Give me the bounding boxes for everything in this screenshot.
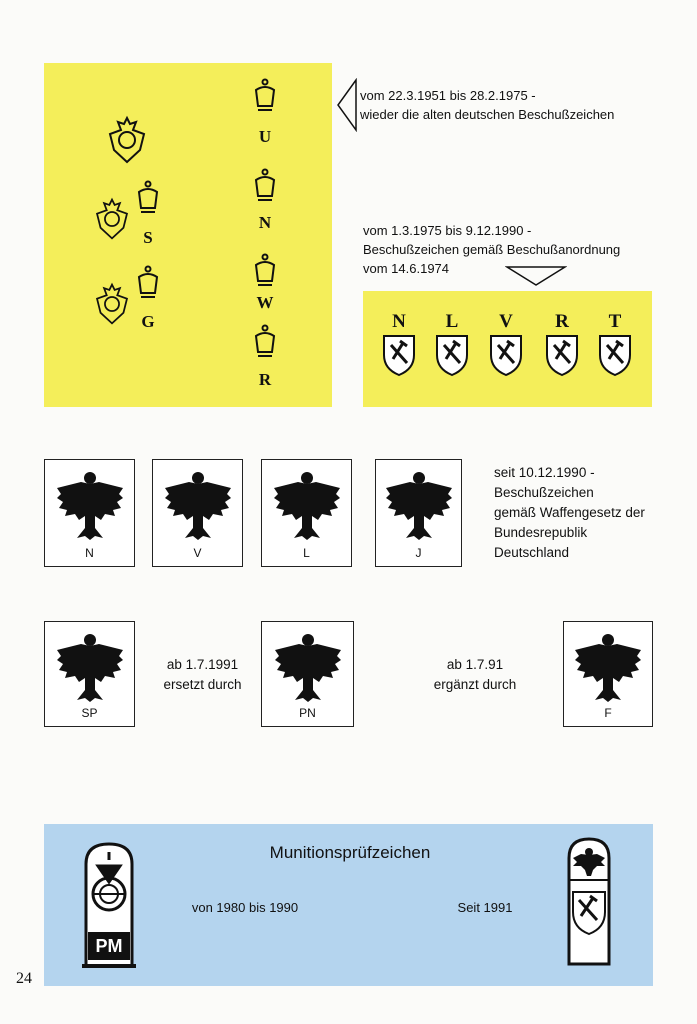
proof-mark-label: L [303, 546, 310, 560]
ammo-title: Munitionsprüfzeichen [269, 843, 431, 862]
ammo-right-period: Seit 1991 [457, 900, 513, 915]
shield-hammer-icon [381, 333, 417, 377]
federal-eagle-icon [272, 468, 342, 542]
proof-mark-label: V [193, 546, 202, 560]
pointer-arrow-icon [336, 78, 358, 132]
shield-hammer-icon [434, 333, 470, 377]
eagle-crown-mark-icon [102, 112, 152, 168]
eagle-mark-icon [90, 193, 134, 245]
mark-letter: V [499, 311, 513, 332]
replace-caption: ab 1.7.1991 ersetzt durch [163, 657, 242, 692]
proof-mark-box [261, 459, 352, 567]
mark-letter: N [392, 311, 406, 332]
mark-letter: G [141, 312, 155, 331]
period-caption-1975: vom 1.3.1975 bis 9.12.1990 - Beschußzeichen gemäß Beschußanordnung vom 14.6.1974 [363, 223, 621, 276]
crown-icon [250, 78, 280, 118]
proof-mark-label: N [85, 546, 94, 560]
mark-letter: R [258, 370, 272, 389]
proof-mark-label: SP [81, 706, 98, 720]
crown-icon [250, 324, 280, 364]
proof-mark-box [152, 459, 243, 567]
federal-eagle-icon [573, 630, 643, 704]
mark-letter: W [256, 293, 274, 312]
shield-hammer-icon [488, 333, 524, 377]
period-caption-1951: vom 22.3.1951 bis 28.2.1975 - wieder die alten deutschen Beschußzeichen [360, 88, 615, 122]
mark-letter: N [258, 213, 272, 232]
ammo-left-period: von 1980 bis 1990 [191, 900, 299, 915]
page-number: 24 [16, 970, 32, 987]
proof-mark-box [44, 459, 135, 567]
federal-eagle-icon [163, 468, 233, 542]
crown-icon [133, 180, 163, 220]
mark-letter: U [258, 127, 272, 146]
period-caption-1990: seit 10.12.1990 - Beschußzeichen gemäß Waffengesetz der Bundesrepublik Deutschland [494, 465, 645, 560]
old-marks-panel [44, 63, 332, 407]
crown-icon [250, 253, 280, 293]
shield-hammer-icon [597, 333, 633, 377]
shield-hammer-icon [544, 333, 580, 377]
pm-label: PM [95, 936, 123, 956]
mark-letter: R [555, 311, 569, 332]
proof-mark-box [44, 621, 135, 727]
mark-letter: S [143, 228, 153, 247]
proof-mark-label: J [415, 546, 422, 560]
crown-icon [250, 168, 280, 208]
ammo-proof-mark-1991-icon [565, 836, 613, 968]
federal-eagle-icon [55, 630, 125, 704]
federal-eagle-icon [384, 468, 454, 542]
proof-mark-box [261, 621, 354, 727]
proof-mark-box [563, 621, 653, 727]
proof-mark-box [375, 459, 462, 567]
federal-eagle-icon [55, 468, 125, 542]
mark-letter: L [445, 311, 459, 332]
federal-eagle-icon [273, 630, 343, 704]
supplement-caption: ab 1.7.91 ergänzt durch [433, 657, 517, 692]
crown-icon [133, 265, 163, 305]
proof-mark-label: F [604, 706, 612, 720]
pointer-arrow-down-icon [505, 265, 567, 287]
proof-mark-label: PN [299, 706, 316, 720]
mark-letter: T [608, 311, 622, 332]
eagle-mark-icon [90, 278, 134, 330]
